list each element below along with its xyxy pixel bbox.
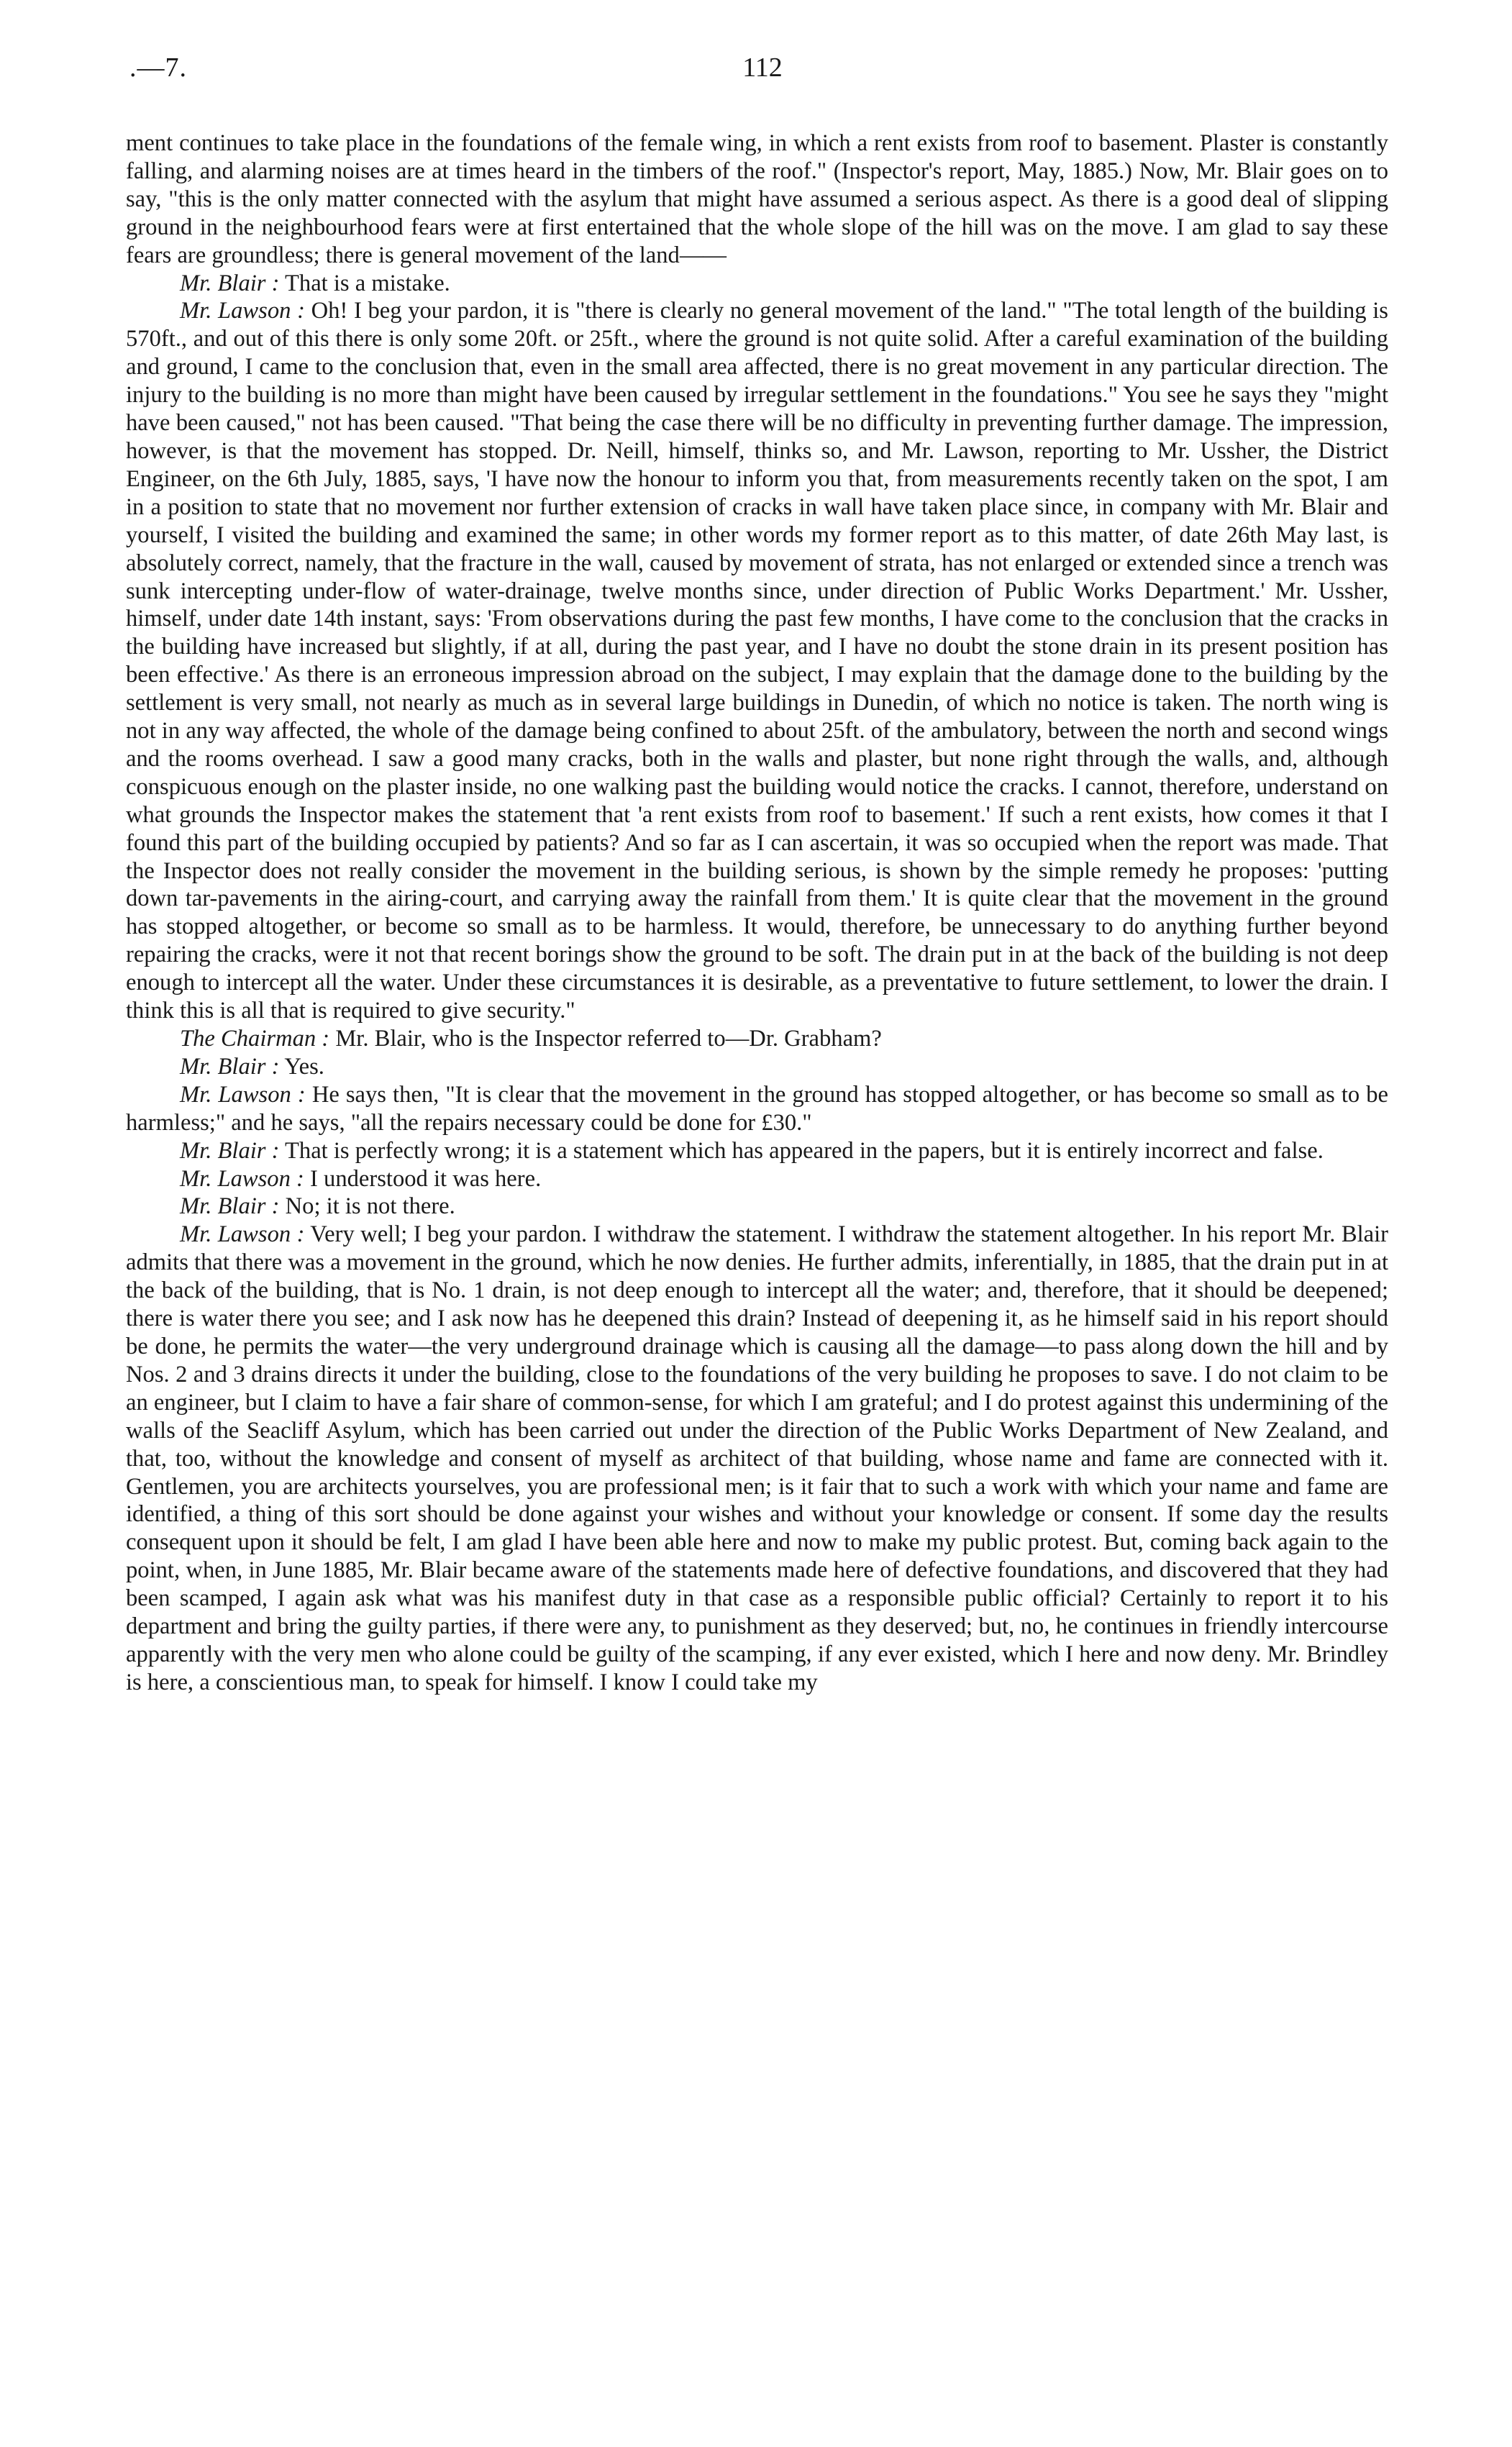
paragraph: [126, 1081, 1388, 1137]
speaker-label: Mr. Blair :: [180, 1193, 280, 1220]
paragraph-text: No; it is not there.: [285, 1193, 455, 1220]
speaker-label: Mr. Blair :: [180, 1137, 280, 1164]
speaker-label: Mr. Lawson :: [180, 1165, 304, 1192]
speaker-label: Mr. Lawson :: [180, 1221, 305, 1248]
page-header: [129, 52, 1395, 95]
speaker-label: Mr. Blair :: [180, 270, 280, 296]
paragraph: [126, 270, 1388, 298]
paragraph: [126, 297, 1388, 1025]
section-reference: .—7.: [129, 53, 187, 83]
document-body: [126, 129, 1388, 1697]
speaker-label: The Chairman :: [180, 1026, 330, 1052]
paragraph: [126, 1221, 1388, 1696]
paragraph-text: Very well; I beg your pardon. I withdraw the statement. I withdraw the statement altogether. In his report Mr. Blair admits that there was a movement in the ground, which he now denies. He further admits, inferentially, in 1885, that the drain put in at the back of the building, that is No. 1 drain, is not deep enough to intercept all the water; and, therefore, that it should be deepened; there is water there you see; and I ask now has he deepened this drain? Instead of deepening it, as he himself said in his report should be done, he permits the water—the very underground drainage which is causing all the damage—to pass along down the hill and by Nos. 2 and 3 drains directs it under the building, close to the foundations of the very building he proposes to save. I do not claim to be an engineer, but I claim to have a fair share of common-sense, for which I am grateful; and I do protest against this undermining of the walls of the Seacliff Asylum, which has been carried out under the direction of the Public Works Department of New Zealand, and that, too, without the knowledge and consent of myself as architect of that building, whose name and fame are connected with it. Gentlemen, you are architects yourselves, you are professional men; is it fair that to such a work with which your name and fame are identified, a thing of this sort should be done against your wishes and without your knowledge or consent. If some day the results consequent upon it should be felt, I am glad I have been able here and now to make my public protest. But, coming back again to the point, when, in June 1885, Mr. Blair became aware of the statements made here of defective foundations, and discovered that they had been scamped, I again ask what was his manifest duty in that case as a responsible public official? Certainly to report it to his department and bring the guilty parties, if there were any, to punishment as they deserved; but, no, he continues in friendly intercourse apparently with the very men who alone could be guilty of the scamping, if any ever existed, which I here and now deny. Mr. Brindley is here, a conscientious man, to speak for himself. I know I could take my: [126, 1221, 1388, 1695]
paragraph: [126, 1165, 1388, 1193]
paragraph: [126, 129, 1388, 270]
paragraph: [126, 1053, 1388, 1081]
paragraph-text: I understood it was here.: [310, 1165, 542, 1192]
paragraph-text: He says then, "It is clear that the movement in the ground has stopped altogether, or has become so small as to be harmless;" and he says, "all the repairs necessary could be done for £30.": [126, 1081, 1388, 1136]
paragraph-text: Oh! I beg your pardon, it is "there is clearly no general movement of the land." "The total length of the building is 570ft., and out of this there is only some 20ft. or 25ft., where the ground is not quite solid. After a careful examination of the building and ground, I came to the conclusion that, even in the small area affected, there is no great movement in any particular direction. The injury to the building is no more than might have been caused by irregular settlement in the foundations." You see he says they "might have been caused," not has been caused. "That being the case there will be no difficulty in preventing further damage. The impression, however, is that the movement has stopped. Dr. Neill, himself, thinks so, and Mr. Lawson, reporting to Mr. Ussher, the District Engineer, on the 6th July, 1885, says, 'I have now the honour to inform you that, from measurements recently taken on the spot, I am in a position to state that no movement nor further extension of cracks in wall have taken place since, in company with Mr. Blair and yourself, I visited the building and examined the same; in other words my former report as to this matter, of date 26th May last, is absolutely correct, namely, that the fracture in the wall, caused by movement of strata, has not enlarged or extended since a trench was sunk intercepting under-flow of water-drainage, twelve months since, under direction of Public Works Department.' Mr. Ussher, himself, under date 14th instant, says: 'From observations during the past few months, I have come to the conclusion that the cracks in the building have increased but slightly, if at all, during the past year, and I have no doubt the stone drain in its present position has been effective.' As there is an erroneous impression abroad on the subject, I may explain that the damage done to the building by the settlement is very small, not nearly as much as in several large buildings in Dunedin, of which no notice is taken. The north wing is not in any way affected, the whole of the damage being confined to about 25ft. of the ambulatory, between the north and second wings and the rooms overhead. I saw a good many cracks, both in the walls and plaster, but none right through the walls, and, although conspicuous enough on the plaster inside, no one walking past the building would notice the cracks. I cannot, therefore, understand on what grounds the Inspector makes the statement that 'a rent exists from roof to basement.' If such a rent exists, how comes it that I found this part of the building occupied by patients? And so far as I can ascertain, it was so occupied when the report was made. That the Inspector does not really consider the movement in the building serious, is shown by the simple remedy he proposes: 'putting down tar-pavements in the airing-court, and carrying away the rainfall from them.' It is quite clear that the movement in the ground has stopped altogether, or become so small as to be harmless. It would, therefore, be unnecessary to do anything further beyond repairing the cracks, were it not that recent borings show the ground to be soft. The drain put in at the back of the building is not deep enough to intercept all the water. Under these circumstances it is desirable, as a preventative to future settlement, to lower the drain. I think this is all that is required to give security.": [126, 298, 1388, 1024]
paragraph-text: ment continues to take place in the foundations of the female wing, in which a rent exists from roof to basement. Plaster is constantly falling, and alarming noises are at times heard in the timbers of the roof." (Inspector's report, May, 1885.) Now, Mr. Blair goes on to say, "this is the only matter connected with the asylum that might have assumed a serious aspect. As there is a good deal of slipping ground in the neighbourhood fears were at first entertained that the whole slope of the hill was on the move. I am glad to say these fears are groundless; there is general movement of the land——: [126, 130, 1388, 268]
page-number: 112: [742, 53, 783, 83]
paragraph-text: That is perfectly wrong; it is a statement which has appeared in the papers, but it is entirely incorrect and false.: [285, 1137, 1324, 1164]
paragraph: [126, 1025, 1388, 1053]
paragraph: [126, 1137, 1388, 1165]
paragraph-text: Yes.: [284, 1053, 324, 1080]
paragraph-text: Mr. Blair, who is the Inspector referred to—Dr. Grabham?: [335, 1026, 882, 1052]
speaker-label: Mr. Blair :: [180, 1053, 280, 1080]
paragraph-text: That is a mistake.: [285, 270, 450, 296]
speaker-label: Mr. Lawson :: [180, 298, 305, 324]
speaker-label: Mr. Lawson :: [180, 1081, 306, 1108]
paragraph: [126, 1193, 1388, 1221]
